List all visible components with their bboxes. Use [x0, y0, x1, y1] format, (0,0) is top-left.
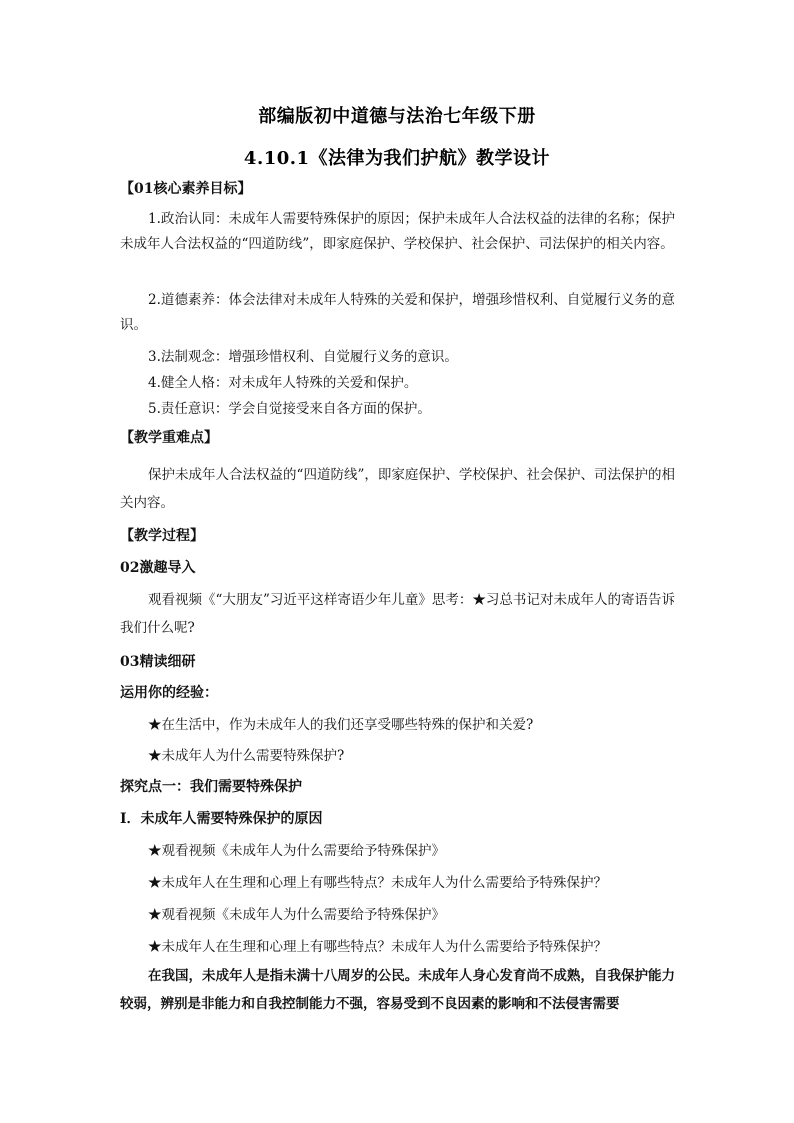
bullet-2: ★未成年人在生理和心理上有哪些特点？未成年人为什么需要给予特殊保护？	[148, 875, 607, 891]
goal-2: 2.道德素养：体会法律对未成年人特殊的关爱和保护，增强珍惜权利、自觉履行义务的意识。	[120, 292, 675, 333]
goal-5: 5.责任意识：学会自觉接受来自各方面的保护。	[148, 401, 431, 417]
bullet-4: ★未成年人在生理和心理上有哪些特点？未成年人为什么需要给予特殊保护？	[148, 939, 607, 955]
question-2: ★未成年人为什么需要特殊保护?	[148, 748, 345, 764]
section-process-heading: 【教学过程】	[120, 528, 204, 544]
doc-title-line1: 部编版初中道德与法治七年级下册	[258, 106, 536, 127]
section-03-heading: 03精读细研	[120, 654, 196, 670]
subsection-1-heading: Ⅰ．未成年人需要特殊保护的原因	[120, 811, 323, 827]
use-experience-label: 运用你的经验：	[120, 685, 218, 701]
intro-text: 观看视频《“大朋友”习近平这样寄语少年儿童》思考：★习总书记对未成年人的寄语告诉我们什么呢?	[120, 592, 675, 636]
explore-point-1-heading: 探究点一：我们需要特殊保护	[120, 779, 302, 795]
doc-title-line2: 4.10.1《法律为我们护航》教学设计	[243, 148, 551, 169]
goal-4: 4.健全人格：对未成年人特殊的关爱和保护。	[148, 375, 418, 391]
final-paragraph: 在我国，未成年人是指未满十八周岁的公民。未成年人身心发育尚不成熟，自我保护能力较弱，辨别是非能力和自我控制能力不强，容易受到不良因素的影响和不法侵害需要	[120, 968, 675, 1012]
bullet-1: ★观看视频《未成年人为什么需要给予特殊保护》	[148, 843, 445, 859]
question-1: ★在生活中，作为未成年人的我们还享受哪些特殊的保护和关爱?	[148, 717, 534, 733]
bullet-3: ★观看视频《未成年人为什么需要给予特殊保护》	[148, 907, 445, 923]
section-key-heading: 【教学重难点】	[120, 430, 218, 446]
section-goals-heading: 【01核心素养目标】	[120, 181, 252, 197]
goal-3: 3.法制观念：增强珍惜权利、自觉履行义务的意识。	[148, 349, 458, 365]
section-02-heading: 02激趣导入	[120, 560, 196, 576]
key-points-text: 保护未成年人合法权益的“四道防线”，即家庭保护、学校保护、社会保护、司法保护的相关内容。	[120, 467, 675, 511]
goal-1: 1.政治认同：未成年人需要特殊保护的原因；保护未成年人合法权益的法律的名称；保护未成年人合法权益的“四道防线”，即家庭保护、学校保护、社会保护、司法保护的相关内容。	[120, 211, 675, 252]
